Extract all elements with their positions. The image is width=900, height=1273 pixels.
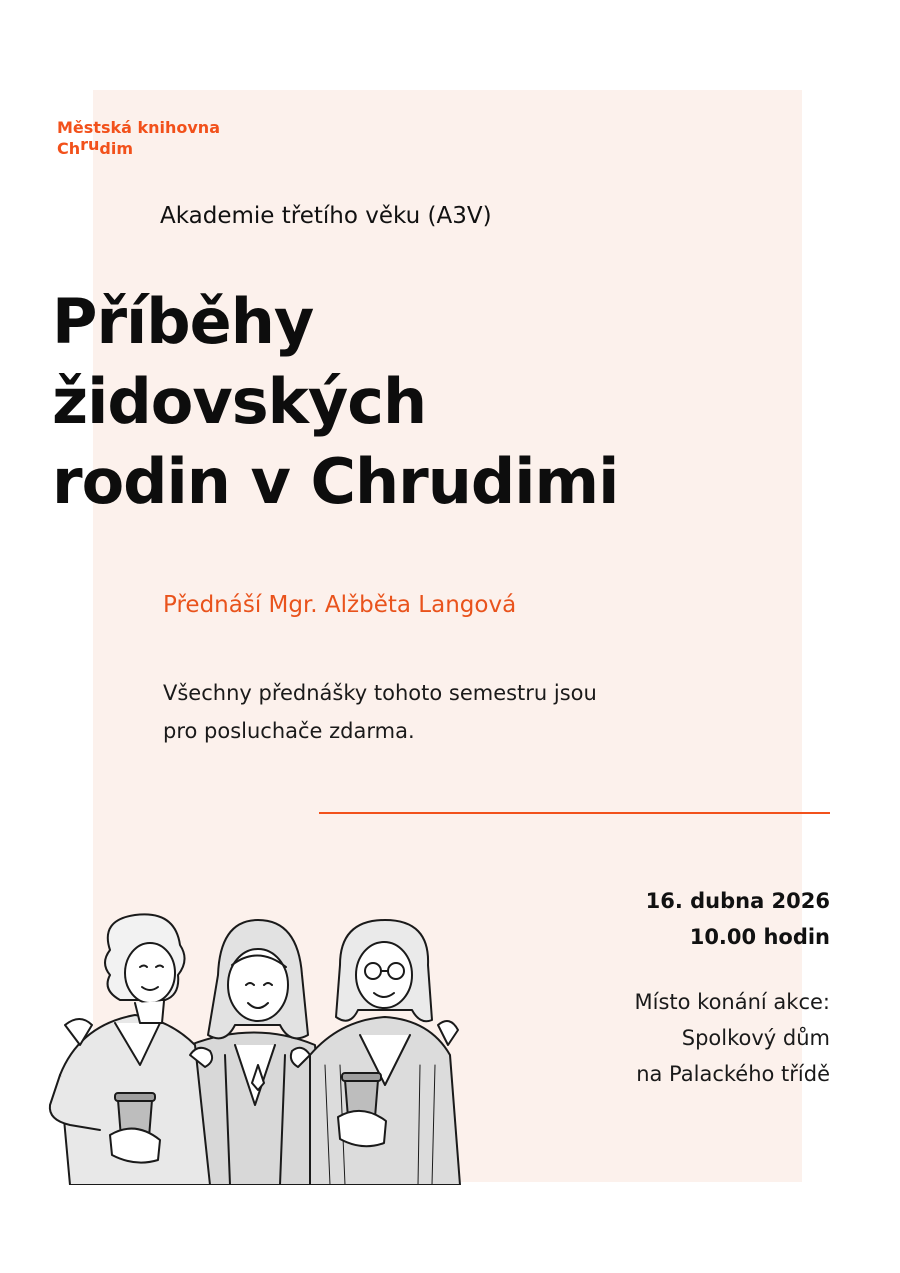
venue-label: Místo konání akce:	[634, 990, 830, 1014]
note-line-1: Všechny přednášky tohoto semestru jsou	[163, 681, 597, 705]
title-line-3: rodin v Chrudimi	[52, 445, 619, 518]
venue-address: na Palackého třídě	[636, 1062, 830, 1086]
event-date: 16. dubna 2026	[645, 889, 830, 913]
free-admission-note	[163, 674, 597, 750]
title-line-2: židovských	[52, 365, 427, 438]
series-name: Akademie třetího věku (A3V)	[160, 203, 492, 229]
logo-ru: ru	[80, 135, 100, 154]
three-women-illustration	[40, 905, 470, 1185]
logo-dim: dim	[99, 139, 134, 158]
event-time: 10.00 hodin	[689, 925, 830, 949]
logo-line-1: Městská knihovna	[57, 118, 220, 137]
event-title	[52, 282, 618, 522]
divider-line	[319, 812, 830, 814]
library-logo	[57, 117, 220, 159]
venue-block	[635, 984, 830, 1092]
title-line-1: Příběhy	[52, 285, 314, 358]
note-line-2: pro posluchače zdarma.	[163, 719, 415, 743]
logo-ch: Ch	[57, 139, 81, 158]
speaker-line: Přednáší Mgr. Alžběta Langová	[163, 592, 517, 618]
date-time-block	[646, 883, 830, 955]
logo-line-2	[57, 135, 220, 159]
venue-name: Spolkový dům	[681, 1026, 830, 1050]
